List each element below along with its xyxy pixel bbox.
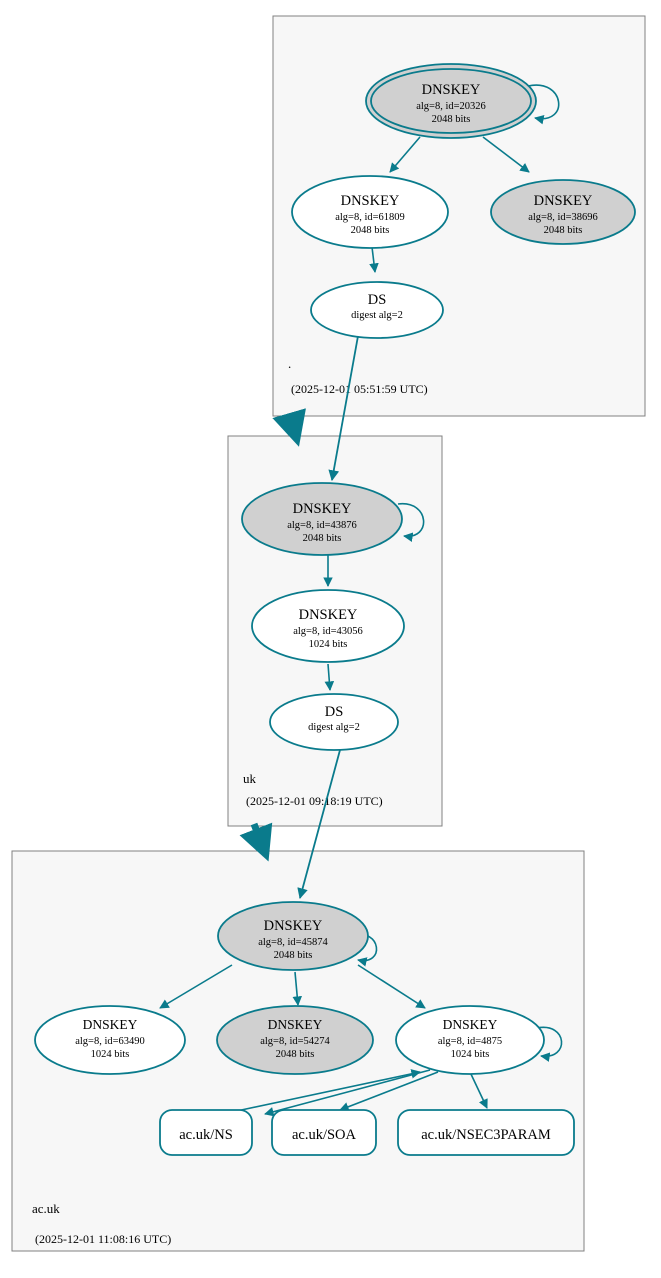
node-uk-ksk-line3: 2048 bits xyxy=(302,533,342,544)
zone-root-timestamp: (2025-12-01 05:51:59 UTC) xyxy=(291,382,428,396)
zone-acuk-label: ac.uk xyxy=(32,1201,60,1216)
node-root-ds-title: DS xyxy=(367,292,387,308)
node-uk-zsk-43056[interactable] xyxy=(252,590,404,662)
node-uk-zsk-43056-line2: alg=8, id=43056 xyxy=(293,626,363,637)
node-acuk-dnskey-54274-line2: alg=8, id=54274 xyxy=(260,1036,330,1047)
node-uk-ksk-title: DNSKEY xyxy=(292,501,352,517)
node-root-ksk-line3: 2048 bits xyxy=(431,114,471,125)
node-acuk-soa-title: ac.uk/SOA xyxy=(291,1127,357,1143)
node-root-ksk[interactable] xyxy=(366,64,536,138)
node-acuk-dnskey-54274-line3: 2048 bits xyxy=(275,1049,315,1060)
node-root-ksk-title: DNSKEY xyxy=(421,82,481,98)
zone-uk-timestamp: (2025-12-01 09:18:19 UTC) xyxy=(246,794,383,808)
node-root-ds[interactable] xyxy=(311,282,443,338)
node-uk-ds-line2: digest alg=2 xyxy=(308,722,360,733)
node-uk-zsk-43056-line3: 1024 bits xyxy=(308,639,348,650)
node-acuk-ns-title: ac.uk/NS xyxy=(179,1127,233,1143)
node-acuk-ns[interactable] xyxy=(160,1110,252,1155)
node-acuk-nsec3param[interactable] xyxy=(398,1110,574,1155)
zone-acuk xyxy=(12,851,584,1251)
node-acuk-nsec3param-title: ac.uk/NSEC3PARAM xyxy=(421,1127,551,1143)
zone-uk-label: uk xyxy=(243,771,256,786)
node-uk-zsk-43056-title: DNSKEY xyxy=(298,607,358,623)
node-root-zsk-61809-line3: 2048 bits xyxy=(350,225,390,236)
node-acuk-dnskey-54274-title: DNSKEY xyxy=(267,1017,323,1032)
node-acuk-soa[interactable] xyxy=(272,1110,376,1155)
node-uk-ksk-shape xyxy=(242,483,402,555)
node-acuk-ksk-line2: alg=8, id=45874 xyxy=(258,937,328,948)
node-acuk-dnskey-63490-line3: 1024 bits xyxy=(90,1049,130,1060)
node-acuk-ksk[interactable] xyxy=(218,902,368,970)
node-root-zsk-61809-title: DNSKEY xyxy=(340,193,400,209)
node-root-zsk-61809-line2: alg=8, id=61809 xyxy=(335,212,405,223)
node-uk-ds[interactable] xyxy=(270,694,398,750)
zone-root-label: . xyxy=(288,356,292,371)
zone-root xyxy=(273,16,645,416)
node-acuk-dnskey-63490-title: DNSKEY xyxy=(82,1017,138,1032)
node-uk-ds-title: DS xyxy=(324,704,344,720)
node-root-ksk-line2: alg=8, id=20326 xyxy=(416,101,486,112)
zone-acuk-timestamp: (2025-12-01 11:08:16 UTC) xyxy=(35,1232,172,1246)
node-root-zsk-61809[interactable] xyxy=(292,176,448,248)
node-uk-ksk[interactable] xyxy=(242,483,402,555)
node-acuk-dnskey-63490-line2: alg=8, id=63490 xyxy=(75,1036,145,1047)
node-root-zsk-38696-line2: alg=8, id=38696 xyxy=(528,212,598,223)
node-acuk-dnskey-4875-line3: 1024 bits xyxy=(450,1049,490,1060)
node-acuk-dnskey-4875[interactable] xyxy=(396,1006,544,1074)
edge-delegation-uk-to-acuk xyxy=(254,824,266,855)
node-acuk-dnskey-63490[interactable] xyxy=(35,1006,185,1074)
node-acuk-dnskey-4875-line2: alg=8, id=4875 xyxy=(437,1036,503,1047)
node-root-zsk-38696[interactable] xyxy=(491,180,635,244)
node-root-ds-line2: digest alg=2 xyxy=(351,310,403,321)
node-acuk-dnskey-4875-title: DNSKEY xyxy=(442,1017,498,1032)
node-root-zsk-38696-title: DNSKEY xyxy=(533,193,593,209)
node-acuk-dnskey-54274[interactable] xyxy=(217,1006,373,1074)
node-acuk-ksk-title: DNSKEY xyxy=(263,918,323,934)
node-uk-ksk-line2: alg=8, id=43876 xyxy=(287,520,357,531)
node-root-zsk-38696-line3: 2048 bits xyxy=(543,225,583,236)
node-acuk-ksk-line3: 2048 bits xyxy=(273,950,313,961)
